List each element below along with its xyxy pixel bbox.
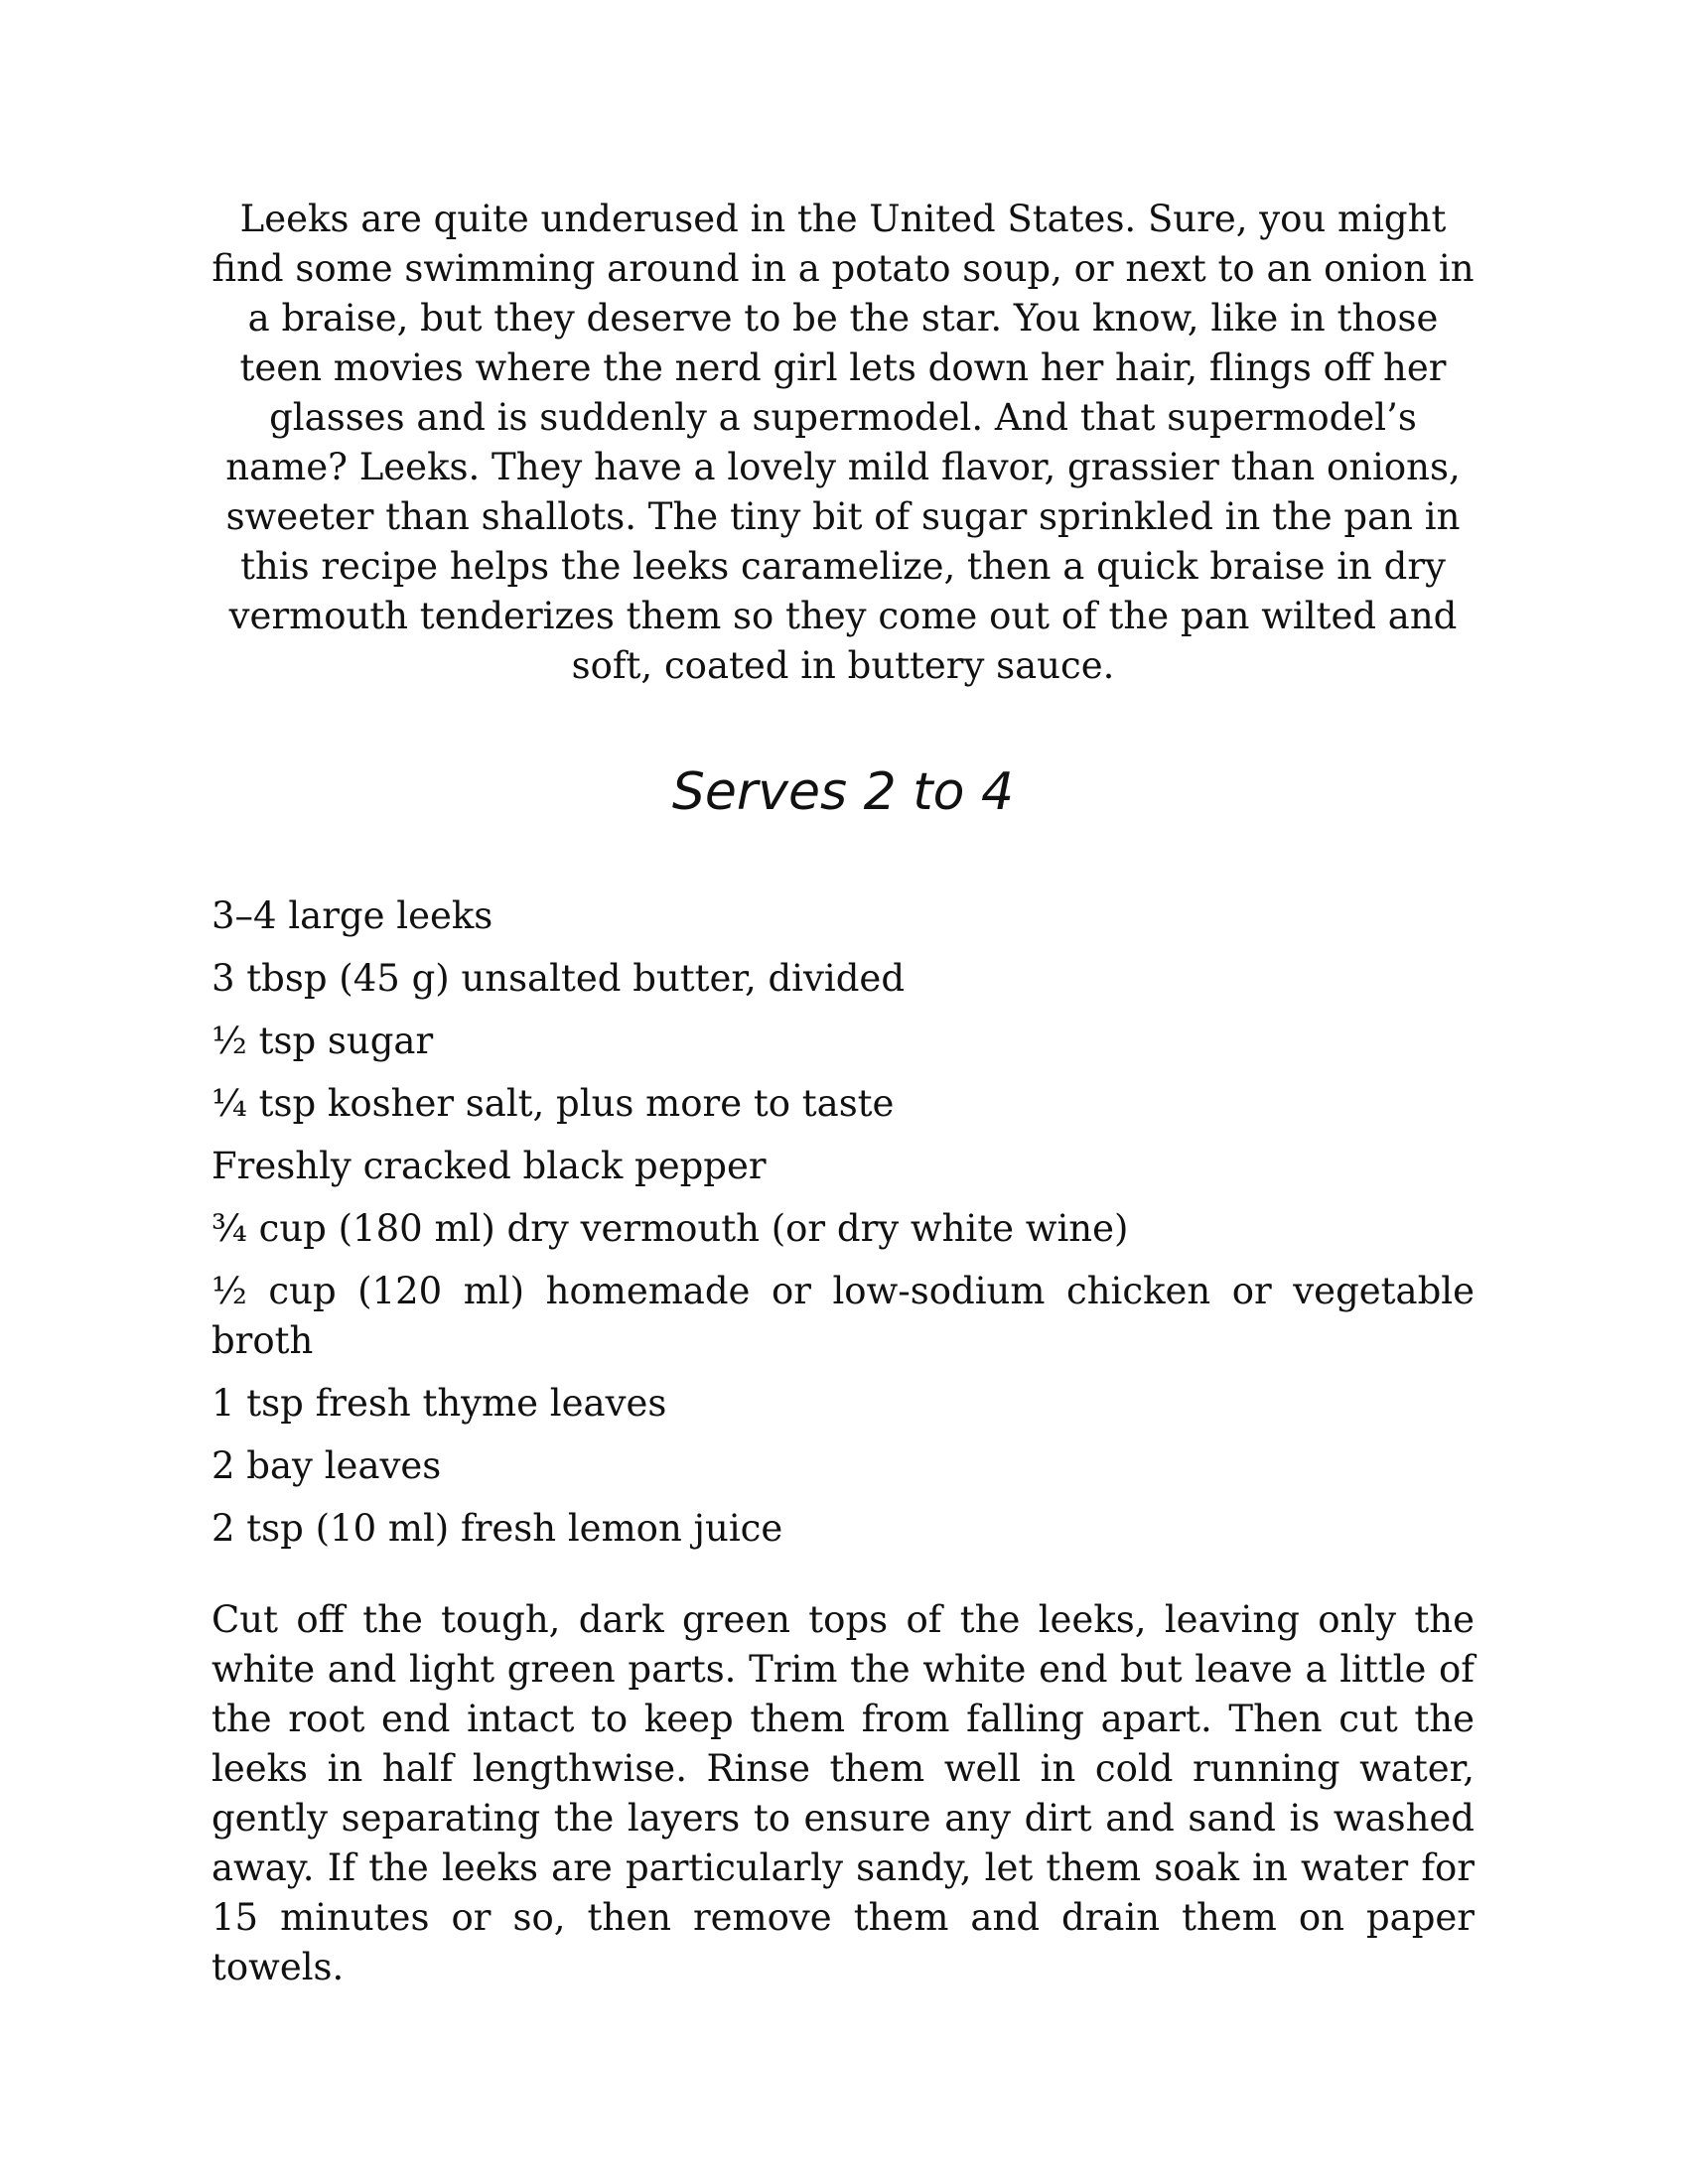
method-paragraph: Cut off the tough, dark green tops of the leeks, leaving only the white and light green parts. Trim the white end but leave a little of the root end intact to keep them from falling apart. Then cut the leeks in half lengthwise. Rinse them well in cold running water, gently separating the layers to ensure any dirt and sand is washed away. If the leeks are particularly sandy, let them soak in water for 15 minutes or so, then remove them and drain them on paper towels. bbox=[211, 1598, 1475, 1988]
ingredient-item: ½ cup (120 ml) homemade or low-sodium chicken or vegetable broth bbox=[211, 1270, 1475, 1362]
ingredient-item: 3 tbsp (45 g) unsalted butter, divided bbox=[211, 957, 906, 1000]
intro-paragraph: Leeks are quite underused in the United States. Sure, you might find some swimming around in a potato soup, or next to an onion in a braise, but they deserve to be the star. You know, like in those teen movies where the nerd girl lets down her hair, flings off her glasses and is suddenly a supermodel. And that supermodel’s name? Leeks. They have a lovely mild flavor, grassier than onions, sweeter than shallots. The tiny bit of sugar sprinkled in the pan in this recipe helps the leeks caramelize, then a quick braise in dry vermouth tenderizes them so they come out of the pan wilted and soft, coated in buttery sauce. bbox=[211, 198, 1475, 687]
serves-heading: Serves 2 to 4 bbox=[671, 762, 1015, 822]
ingredient-list bbox=[211, 891, 1475, 1554]
ingredient-item: 2 bay leaves bbox=[211, 1444, 442, 1487]
ingredient-item: 3–4 large leeks bbox=[211, 894, 493, 937]
ingredient-item: ½ tsp sugar bbox=[211, 1020, 434, 1062]
ingredient-item: Freshly cracked black pepper bbox=[211, 1145, 767, 1187]
ingredient-item: ¾ cup (180 ml) dry vermouth (or dry white wine) bbox=[211, 1207, 1129, 1250]
ingredient-item: 2 tsp (10 ml) fresh lemon juice bbox=[211, 1507, 783, 1550]
ingredient-item: ¼ tsp kosher salt, plus more to taste bbox=[211, 1082, 895, 1125]
recipe-page bbox=[211, 195, 1475, 1992]
ingredient-item: 1 tsp fresh thyme leaves bbox=[211, 1382, 667, 1425]
